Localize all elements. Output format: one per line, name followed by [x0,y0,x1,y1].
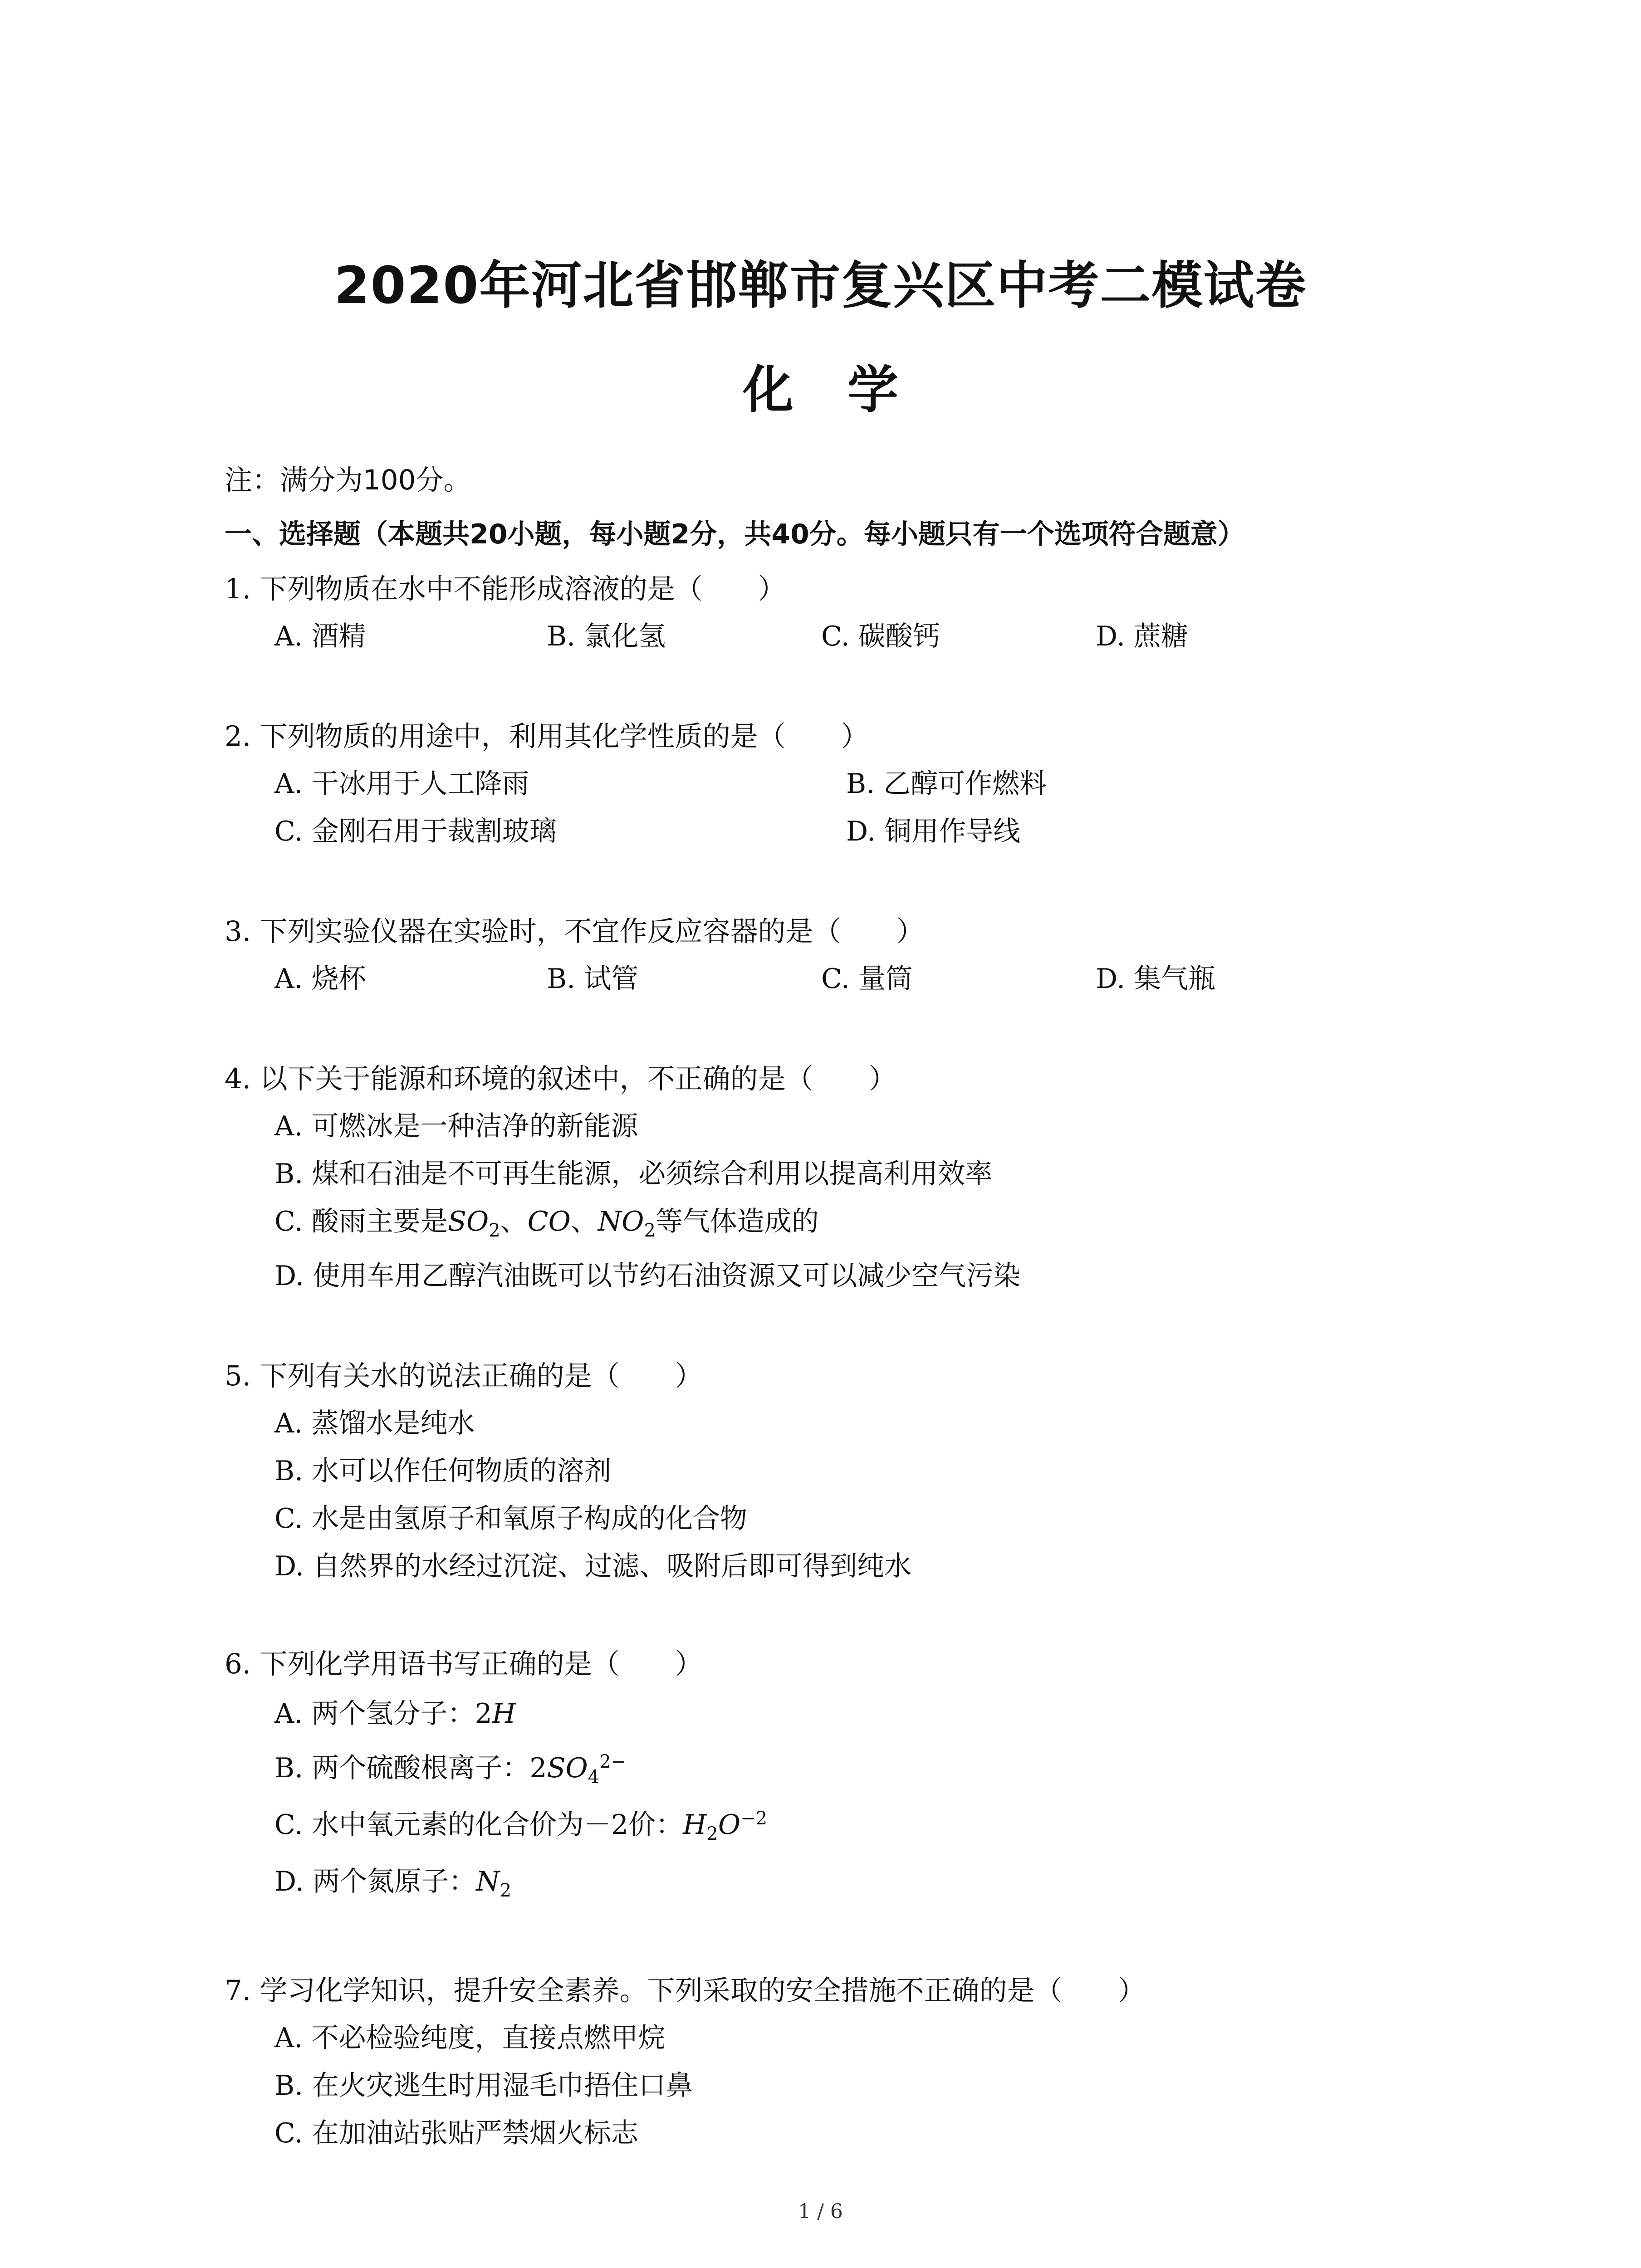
page-title: 2020年河北省邯郸市复兴区中考二模试卷 [334,256,1307,315]
question-stem: 3. 下列实验仪器在实验时，不宜作反应容器的是（ ） [225,915,924,948]
option-a: A. 烧杯 [274,963,366,995]
option-c: C. 在加油站张贴严禁烟火标志 [274,2117,638,2149]
subscript: 2 [489,1220,500,1241]
subscript: 2 [644,1220,656,1241]
formula: SO [547,1752,588,1784]
section-heading: 一、选择题（本题共20小题，每小题2分，共40分。每小题只有一个选项符合题意） [225,518,1245,550]
option-d: D. 集气瓶 [1096,963,1216,995]
score-note: 注：满分为100分。 [225,464,471,496]
option-b: B. 水可以作任何物质的溶剂 [274,1455,612,1487]
option-text: C. 水中氧元素的化合价为－2价： [274,1809,683,1841]
separator: 、 [570,1206,598,1237]
formula: O [718,1809,741,1841]
superscript: −2 [740,1808,768,1829]
coefficient: 2 [529,1752,547,1784]
coefficient: 2 [475,1698,492,1730]
question-stem: 6. 下列化学用语书写正确的是（ ） [225,1648,703,1680]
formula: H [683,1809,707,1841]
formula: SO [447,1206,489,1237]
option-d: D. 自然界的水经过沉淀、过滤、吸附后即可得到纯水 [274,1550,912,1582]
separator: 、 [500,1206,528,1237]
option-d: D. 使用车用乙醇汽油既可以节约石油资源又可以减少空气污染 [274,1260,1021,1292]
page-number: 1 / 6 [798,2200,843,2223]
option-c: C. 水是由氢原子和氧原子构成的化合物 [274,1503,747,1535]
formula: N [476,1866,500,1897]
option-b: B. 氯化氢 [547,621,666,652]
question-stem: 2. 下列物质的用途中，利用其化学性质的是（ ） [225,720,869,753]
option-c: C. 量筒 [821,963,913,995]
option-b: B. 在火灾逃生时用湿毛巾捂住口鼻 [274,2070,693,2102]
option-c: C. 金刚石用于裁割玻璃 [274,816,557,847]
subscript: 4 [588,1767,600,1788]
question-stem: 5. 下列有关水的说法正确的是（ ） [225,1360,703,1392]
option-b: B. 乙醇可作燃料 [846,768,1047,800]
subscript: 2 [500,1880,512,1901]
option-b: B. 煤和石油是不可再生能源，必须综合利用以提高利用效率 [274,1158,993,1190]
subject-title: 化 学 [743,361,898,420]
option-c: C. 碳酸钙 [821,621,940,652]
option-d: D. 铜用作导线 [846,816,1021,847]
option-a [274,1692,516,1731]
option-c [274,1803,767,1844]
question-stem: 7. 学习化学知识，提升安全素养。下列采取的安全措施不正确的是（ ） [225,1975,1146,2007]
superscript: 2− [599,1751,627,1772]
option-text: C. 酸雨主要是 [274,1206,448,1237]
subscript: 2 [706,1823,718,1844]
option-d: D. 蔗糖 [1096,621,1189,652]
formula: NO [598,1206,644,1237]
option-b [274,1746,626,1788]
option-a: A. 可燃冰是一种洁净的新能源 [274,1110,638,1142]
option-text: B. 两个硫酸根离子： [274,1752,530,1784]
option-a: A. 酒精 [274,621,366,652]
option-a: A. 不必检验纯度，直接点燃甲烷 [274,2022,666,2054]
option-c [274,1200,819,1241]
option-d [274,1860,511,1901]
formula: CO [527,1206,571,1237]
formula: H [492,1698,516,1730]
option-text: D. 两个氮原子： [274,1866,476,1897]
option-a: A. 蒸馏水是纯水 [274,1408,475,1439]
question-stem: 1. 下列物质在水中不能形成溶液的是（ ） [225,573,786,605]
option-text: 等气体造成的 [655,1206,819,1237]
question-stem: 4. 以下关于能源和环境的叙述中，不正确的是（ ） [225,1063,896,1095]
option-a: A. 干冰用于人工降雨 [274,768,529,800]
option-text: A. 两个氢分子： [274,1698,475,1730]
option-b: B. 试管 [547,963,639,995]
